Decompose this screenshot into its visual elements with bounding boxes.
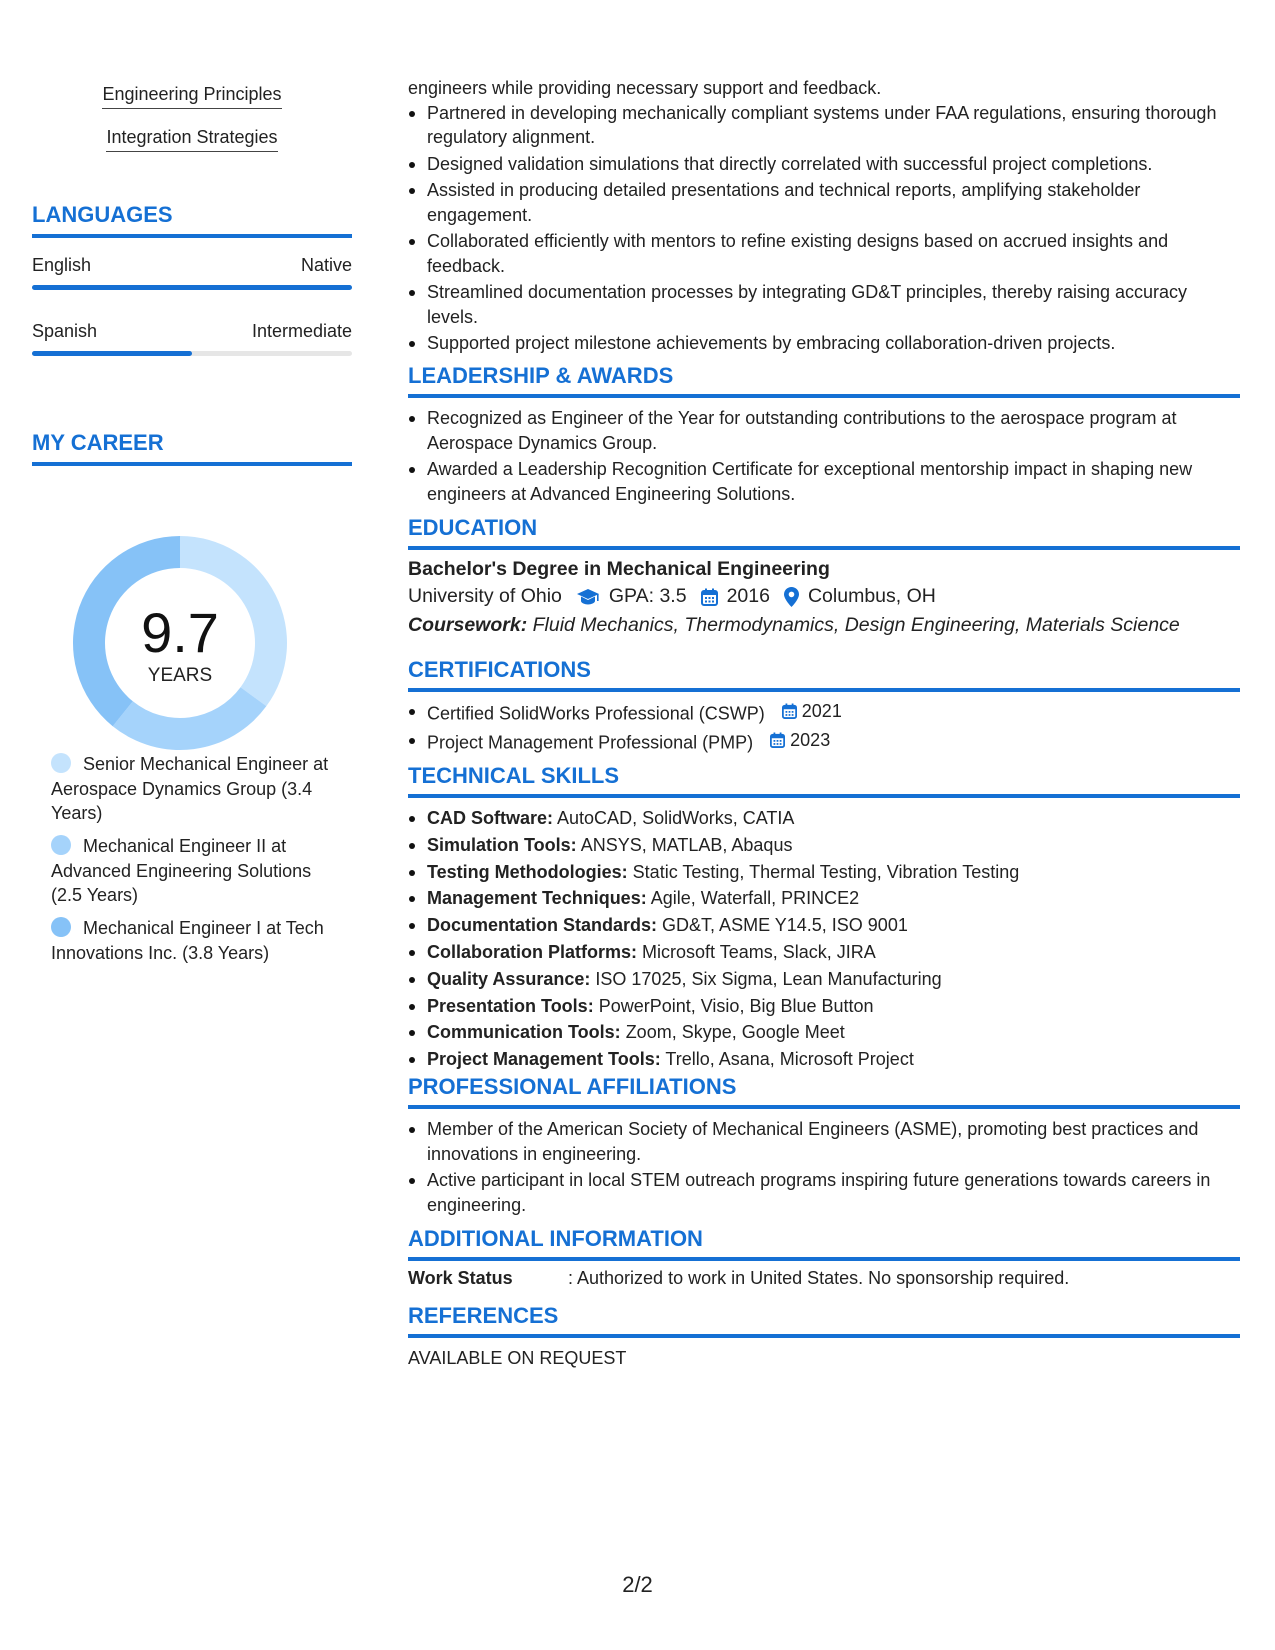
affiliation-bullet: Member of the American Society of Mechanical Engineers (ASME), promoting best practices and innovations in engineering. — [408, 1117, 1240, 1166]
language-proficiency-fill — [32, 285, 352, 290]
language-level: Intermediate — [251, 321, 352, 341]
skill-label: Testing Methodologies: — [427, 861, 628, 882]
calendar-icon — [770, 732, 785, 748]
technical-skills-list — [408, 806, 1240, 1072]
skill-item — [408, 1020, 1240, 1045]
affiliation-bullet: Active participant in local STEM outreach programs inspiring future generations towards careers in engineering. — [408, 1168, 1240, 1217]
languages-heading: LANGUAGES — [32, 202, 352, 238]
skill-item — [408, 940, 1240, 965]
school-location: Columbus, OH — [807, 585, 936, 607]
career-legend-text: Mechanical Engineer II at Advanced Engineering Solutions (2.5 Years) — [51, 836, 312, 905]
leadership-bullets — [408, 406, 1240, 506]
career-legend-text: Mechanical Engineer I at Tech Innovations Inc. (3.8 Years) — [51, 918, 324, 963]
skill-item — [408, 994, 1240, 1019]
skill-tag — [32, 84, 352, 109]
career-total — [67, 530, 293, 756]
education-heading: EDUCATION — [408, 515, 1240, 550]
skill-value: AutoCAD, SolidWorks, CATIA — [557, 808, 795, 828]
additional-info-section — [408, 1226, 1240, 1289]
coursework-list: Fluid Mechanics, Thermodynamics, Design Engineering, Materials Science — [532, 614, 1180, 636]
skill-item — [408, 1047, 1240, 1072]
skill-label: CAD Software: — [427, 808, 554, 828]
certification-date — [770, 728, 830, 753]
skill-value: Zoom, Skype, Google Meet — [625, 1022, 845, 1043]
skill-label: Presentation Tools: — [427, 995, 594, 1016]
map-pin-icon — [784, 587, 799, 607]
skill-value: Static Testing, Thermal Testing, Vibration Testing — [632, 861, 1020, 882]
legend-dot — [51, 753, 71, 773]
experience-bullet: Streamlined documentation processes by integrating GD&T principles, thereby raising accuracy levels. — [408, 280, 1240, 329]
career-total-number: 9.7 — [141, 601, 219, 664]
leadership-section — [408, 363, 1240, 508]
skill-item — [408, 833, 1240, 858]
school-name: University of Ohio — [408, 585, 562, 607]
certification-year: 2021 — [801, 701, 842, 721]
certification-year: 2023 — [790, 729, 831, 750]
affiliations-bullets — [408, 1117, 1240, 1217]
leadership-heading: LEADERSHIP & AWARDS — [408, 363, 1240, 398]
skill-tag-label: Engineering Principles — [102, 84, 281, 109]
education-details — [408, 585, 1240, 608]
skill-tag — [32, 127, 352, 152]
skill-item — [408, 913, 1240, 938]
skill-label: Quality Assurance: — [427, 968, 591, 989]
experience-lead-text: engineers while providing necessary support and feedback. — [408, 78, 882, 98]
leadership-bullet: Awarded a Leadership Recognition Certificate for exceptional mentorship impact in shaping new engineers at Advanced Engineering Solutions. — [408, 457, 1240, 506]
skill-value: Microsoft Teams, Slack, JIRA — [642, 941, 876, 962]
language-proficiency-bar — [32, 285, 352, 290]
career-legend-item — [51, 916, 341, 965]
calendar-icon — [782, 703, 797, 719]
certification-item — [408, 728, 1240, 755]
leadership-bullet: Recognized as Engineer of the Year for outstanding contributions to the aerospace program at Aerospace Dynamics Group. — [408, 406, 1240, 455]
experience-continuation — [408, 76, 1240, 358]
technical-skills-section — [408, 763, 1240, 1074]
page-number: 2/2 — [622, 1572, 653, 1597]
legend-dot — [51, 835, 71, 855]
skill-label: Documentation Standards: — [427, 915, 658, 936]
skill-value: GD&T, ASME Y14.5, ISO 9001 — [662, 915, 908, 936]
references-heading: REFERENCES — [408, 1303, 1240, 1338]
graduation-cap-icon — [576, 588, 600, 606]
skill-label: Management Techniques: — [427, 888, 647, 909]
career-total-unit: YEARS — [147, 665, 213, 686]
education-section — [408, 515, 1240, 637]
work-status-label: Work Status — [408, 1268, 513, 1288]
skill-value: Trello, Asana, Microsoft Project — [665, 1049, 914, 1070]
affiliations-section — [408, 1074, 1240, 1219]
language-proficiency-bar — [32, 351, 352, 356]
skill-item — [408, 886, 1240, 911]
skill-value: PowerPoint, Visio, Big Blue Button — [598, 995, 874, 1016]
language-row — [32, 321, 352, 342]
gpa: GPA: 3.5 — [608, 585, 687, 607]
work-status-value: : Authorized to work in United States. No sponsorship required. — [568, 1268, 1070, 1288]
experience-bullet: Designed validation simulations that directly correlated with successful project completions. — [408, 152, 1240, 177]
certifications-section — [408, 657, 1240, 757]
skill-tag-label: Integration Strategies — [106, 127, 277, 152]
experience-bullet: Partnered in developing mechanically compliant systems under FAA regulations, ensuring thorough regulatory alignment. — [408, 101, 1240, 150]
affiliations-heading: PROFESSIONAL AFFILIATIONS — [408, 1074, 1240, 1109]
skill-item — [408, 967, 1240, 992]
language-level: Native — [300, 255, 352, 275]
technical-skills-heading: TECHNICAL SKILLS — [408, 763, 1240, 798]
skill-item — [408, 860, 1240, 885]
language-name: English — [32, 255, 92, 275]
certifications-list — [408, 699, 1240, 755]
skill-value: ISO 17025, Six Sigma, Lean Manufacturing — [595, 968, 942, 989]
coursework-label: Coursework: — [408, 614, 528, 636]
graduation-year: 2016 — [726, 585, 770, 607]
references-text: AVAILABLE ON REQUEST — [408, 1348, 627, 1368]
language-name: Spanish — [32, 321, 98, 341]
experience-bullets — [408, 101, 1240, 356]
skill-item — [408, 806, 1240, 831]
skill-label: Project Management Tools: — [427, 1049, 661, 1070]
skill-label: Collaboration Platforms: — [427, 941, 638, 962]
language-proficiency-fill — [32, 351, 192, 356]
career-legend-item — [51, 834, 341, 908]
references-section — [408, 1303, 1240, 1369]
skill-value: Agile, Waterfall, PRINCE2 — [650, 888, 860, 909]
career-legend-item — [51, 752, 341, 826]
work-status-row — [408, 1268, 1240, 1289]
career-heading: MY CAREER — [32, 430, 352, 466]
experience-bullet: Collaborated efficiently with mentors to refine existing designs based on accrued insights and feedback. — [408, 229, 1240, 278]
language-row — [32, 255, 352, 276]
certification-name: Project Management Professional (PMP) — [427, 732, 754, 752]
certifications-heading: CERTIFICATIONS — [408, 657, 1240, 692]
skill-label: Communication Tools: — [427, 1022, 621, 1043]
additional-info-heading: ADDITIONAL INFORMATION — [408, 1226, 1240, 1261]
skill-value: ANSYS, MATLAB, Abaqus — [580, 834, 793, 855]
career-legend-text: Senior Mechanical Engineer at Aerospace Dynamics Group (3.4 Years) — [51, 754, 329, 823]
calendar-icon — [701, 588, 718, 606]
legend-dot — [51, 917, 71, 937]
certification-item — [408, 699, 1240, 726]
experience-bullet: Assisted in producing detailed presentations and technical reports, amplifying stakeholder engagement. — [408, 178, 1240, 227]
skill-label: Simulation Tools: — [427, 834, 577, 855]
certification-name: Certified SolidWorks Professional (CSWP) — [427, 703, 765, 724]
coursework — [408, 614, 1240, 637]
certification-date — [782, 699, 842, 724]
experience-bullet: Supported project milestone achievements by embracing collaboration-driven projects. — [408, 331, 1240, 356]
degree-title: Bachelor's Degree in Mechanical Engineering — [408, 558, 830, 580]
